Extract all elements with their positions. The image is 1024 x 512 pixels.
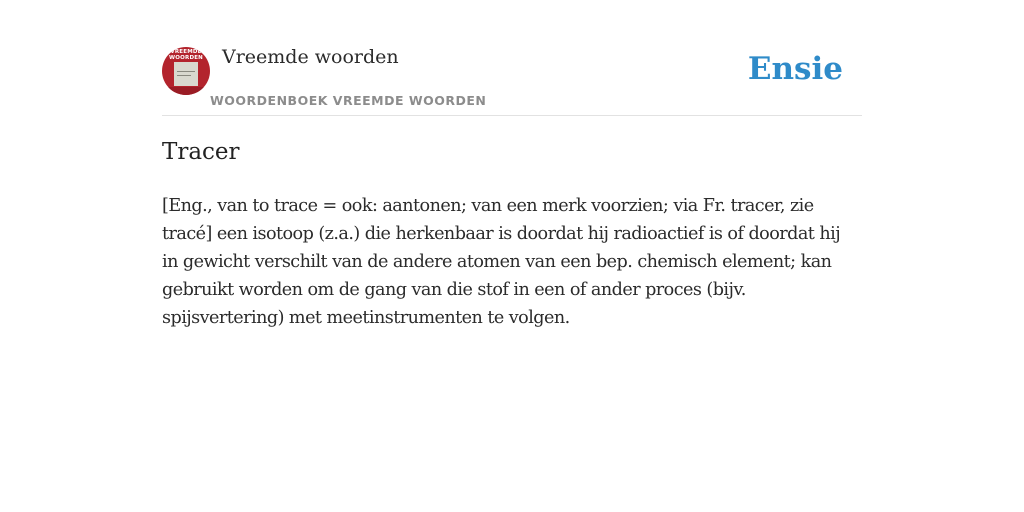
definition-line: gebruikt worden om de gang van die stof in een of ander proces (bijv. xyxy=(162,280,746,300)
book-cover-label-line xyxy=(177,75,191,76)
dictionary-subtitle: WOORDENBOEK VREEMDE WOORDEN xyxy=(210,93,487,108)
book-cover-band xyxy=(162,87,210,95)
book-cover-label xyxy=(174,62,198,86)
entry-definition xyxy=(162,192,866,332)
definition-line: in gewicht verschilt van de andere atomen van een bep. chemisch element; kan xyxy=(162,252,832,272)
definition-line: [Eng., van to trace = ook: aantonen; van een merk voorzien; via Fr. tracer, zie xyxy=(162,196,814,216)
dictionary-title[interactable]: Vreemde woorden xyxy=(222,46,399,68)
definition-line: tracé] een isotoop (z.a.) die herkenbaar is doordat hij radioactief is of doordat hij xyxy=(162,224,841,244)
book-cover-label-line xyxy=(177,71,195,72)
header xyxy=(162,40,862,116)
book-cover-thumbnail[interactable] xyxy=(162,47,210,95)
ensie-logo[interactable]: Ensie xyxy=(747,51,843,87)
entry-headword: Tracer xyxy=(162,139,240,165)
definition-line: spijsvertering) met meetinstrumenten te volgen. xyxy=(162,308,570,328)
book-cover-title-line1: VREEMDE xyxy=(170,49,202,55)
book-cover-title-line2: WOORDEN xyxy=(169,55,203,61)
